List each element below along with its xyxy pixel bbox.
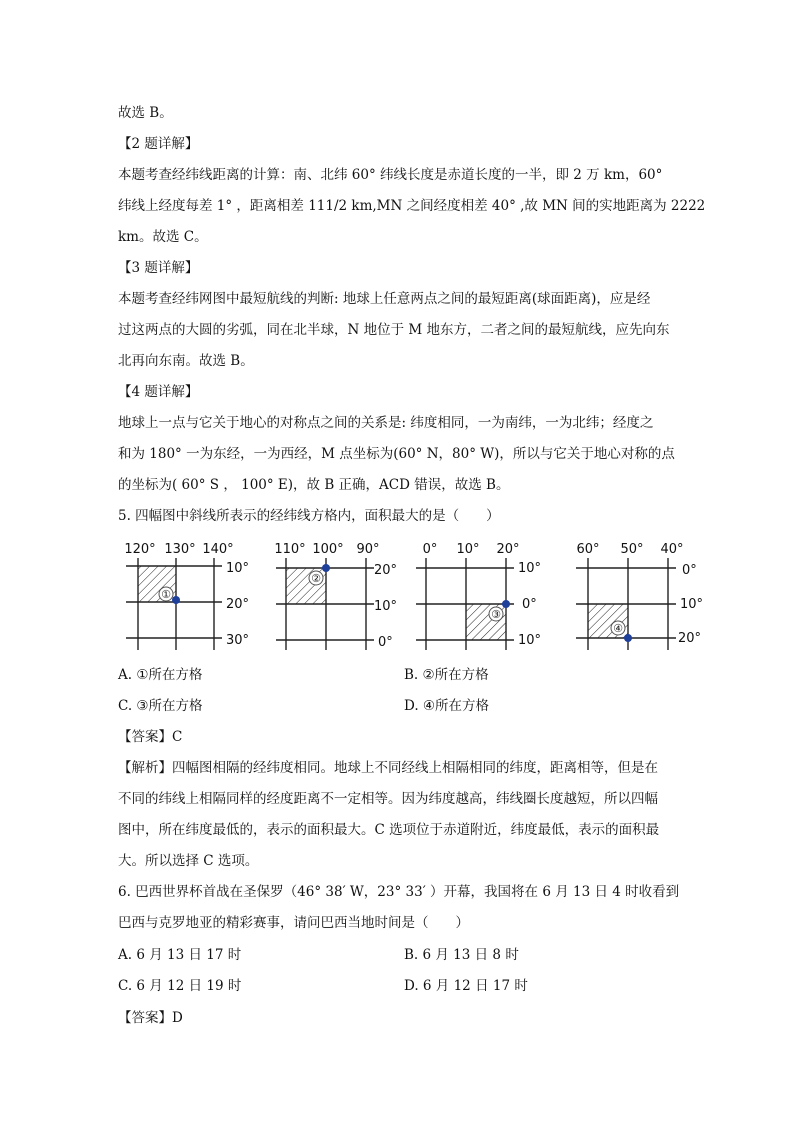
- point-marker: [172, 596, 180, 604]
- lon-label: 90°: [356, 542, 380, 557]
- lon-label: 110°: [274, 542, 306, 557]
- lon-label: 0°: [422, 542, 438, 557]
- answer-line: 【答案】D: [118, 1010, 183, 1026]
- option-b[interactable]: B. ②所在方格: [404, 667, 489, 683]
- lat-label: 0°: [522, 597, 537, 612]
- text-line: 故选 B。: [118, 105, 173, 121]
- point-marker: [502, 600, 510, 608]
- lon-label: 10°: [456, 542, 480, 557]
- mark-label: ③: [491, 608, 501, 621]
- lon-label: 60°: [576, 542, 600, 557]
- option-d[interactable]: D. 6 月 12 日 17 时: [404, 978, 528, 994]
- grid-figure-2: [268, 538, 418, 653]
- grid-figure-3: [412, 538, 562, 653]
- lon-label: 130°: [164, 542, 196, 557]
- text-line: 和为 180° 一为东经，一为西经，M 点坐标为(60° N，80° W)，所以与它关于地心对称的点: [118, 446, 675, 462]
- grid-figure-4: [570, 538, 720, 653]
- text-line: 的坐标为( 60° S ， 100° E)，故 B 正确，ACD 错误，故选 B。: [118, 477, 510, 493]
- lat-label: 20°: [678, 631, 702, 646]
- answer-line: 【答案】C: [118, 729, 183, 745]
- section-heading: 【3 题详解】: [118, 260, 199, 276]
- lat-label: 0°: [682, 563, 697, 578]
- analysis-line: 大。所以选择 C 选项。: [118, 853, 259, 869]
- lon-label: 20°: [496, 542, 520, 557]
- lon-label: 140°: [202, 542, 234, 557]
- question-6-stem: 6. 巴西世界杯首战在圣保罗（46° 38′ W，23° 33′ ）开幕，我国将在 6 月 13 日 4 时收看到: [118, 884, 680, 900]
- analysis-line: 图中，所在纬度最低的，表示的面积最大。C 选项位于赤道附近，纬度最低，表示的面积最: [118, 822, 660, 838]
- analysis-line: 【解析】四幅图相隔的经纬度相同。地球上不同经线上相隔相同的纬度，距离相等，但是在: [118, 760, 658, 776]
- text-line: 地球上一点与它关于地心的对称点之间的关系是: 纬度相同，一为南纬，一为北纬；经度之: [118, 415, 654, 431]
- text-line: 北再向东南。故选 B。: [118, 353, 254, 369]
- text-line: km。故选 C。: [118, 229, 208, 245]
- text-line: 本题考查经纬网图中最短航线的判断: 地球上任意两点之间的最短距离(球面距离)，应是经: [118, 291, 651, 307]
- lat-label: 10°: [518, 633, 542, 648]
- option-c[interactable]: C. 6 月 12 日 19 时: [118, 978, 242, 994]
- section-heading: 【4 题详解】: [118, 384, 199, 400]
- text-line: 过这两点的大圆的劣弧，同在北半球，N 地位于 M 地东方，二者之间的最短航线，应先向东: [118, 322, 670, 338]
- option-b[interactable]: B. 6 月 13 日 8 时: [404, 947, 519, 963]
- point-marker: [322, 564, 330, 572]
- mark-label: ①: [161, 588, 171, 601]
- section-heading: 【2 题详解】: [118, 136, 199, 152]
- lon-label: 100°: [312, 542, 344, 557]
- option-c[interactable]: C. ③所在方格: [118, 698, 203, 714]
- point-marker: [624, 634, 632, 642]
- question-5-stem: 5. 四幅图中斜线所表示的经纬线方格内，面积最大的是（ ）: [118, 508, 500, 524]
- lat-label: 10°: [226, 561, 250, 576]
- text-line: 纬线上经度每差 1° ，距离相差 111/2 km,MN 之间经度相差 40° ,故 MN 间的实地距离为 2222: [118, 198, 706, 214]
- lon-label: 40°: [660, 542, 684, 557]
- question-6-stem: 巴西与克罗地亚的精彩赛事，请问巴西当地时间是（ ）: [118, 915, 469, 931]
- option-a[interactable]: A. 6 月 13 日 17 时: [118, 947, 242, 963]
- text-line: 本题考查经纬线距离的计算：南、北纬 60° 纬线长度是赤道长度的一半，即 2 万 km，60°: [118, 167, 663, 183]
- lat-label: 0°: [378, 635, 393, 650]
- lat-label: 10°: [374, 599, 398, 614]
- analysis-line: 不同的纬线上相隔同样的经度距离不一定相等。因为纬度越高，纬线圈长度越短，所以四幅: [118, 791, 658, 807]
- option-d[interactable]: D. ④所在方格: [404, 698, 490, 714]
- lat-label: 10°: [680, 597, 704, 612]
- grid-figure-1: [118, 538, 268, 653]
- lat-label: 20°: [374, 563, 398, 578]
- mark-label: ②: [311, 572, 321, 585]
- lon-label: 120°: [124, 542, 156, 557]
- lat-label: 30°: [226, 633, 250, 648]
- lon-label: 50°: [620, 542, 644, 557]
- lat-label: 20°: [226, 597, 250, 612]
- option-a[interactable]: A. ①所在方格: [118, 667, 203, 683]
- lat-label: 10°: [518, 561, 542, 576]
- mark-label: ④: [613, 622, 623, 635]
